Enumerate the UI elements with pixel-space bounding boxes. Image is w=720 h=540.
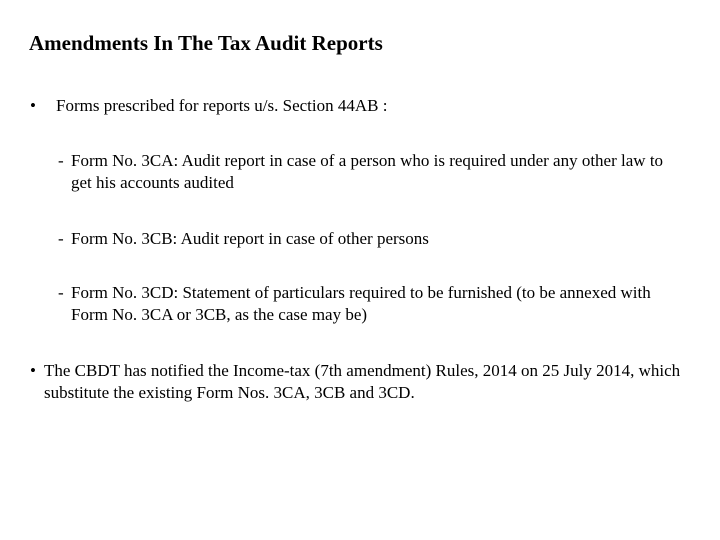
bullet-marker: •: [30, 361, 36, 380]
bullet-text: The CBDT has notified the Income-tax (7th amendment) Rules, 2014 on 25 July 2014, which substitute the existing Form Nos. 3CA, 3CB and 3CD.: [44, 361, 681, 402]
bullet-marker: •: [30, 96, 36, 115]
bullet-item: [30, 95, 670, 117]
bullet-text: Forms prescribed for reports u/s. Section 44AB :: [56, 96, 388, 115]
sub-item-text: Form No. 3CB: Audit report in case of other persons: [71, 229, 429, 248]
dash-marker: -: [58, 283, 64, 302]
sub-item-text: Form No. 3CA: Audit report in case of a person who is required under any other law to get his accounts audited: [71, 151, 664, 192]
dash-marker: -: [58, 229, 64, 248]
sub-item: [58, 150, 688, 194]
slide-title: Amendments In The Tax Audit Reports: [29, 31, 383, 55]
sub-item: [58, 228, 688, 250]
dash-marker: -: [58, 151, 64, 170]
bullet-item: [30, 360, 700, 404]
sub-item: [58, 282, 688, 326]
sub-item-text: Form No. 3CD: Statement of particulars required to be furnished (to be annexed with Form No. 3CA or 3CB, as the case may be): [71, 283, 651, 324]
